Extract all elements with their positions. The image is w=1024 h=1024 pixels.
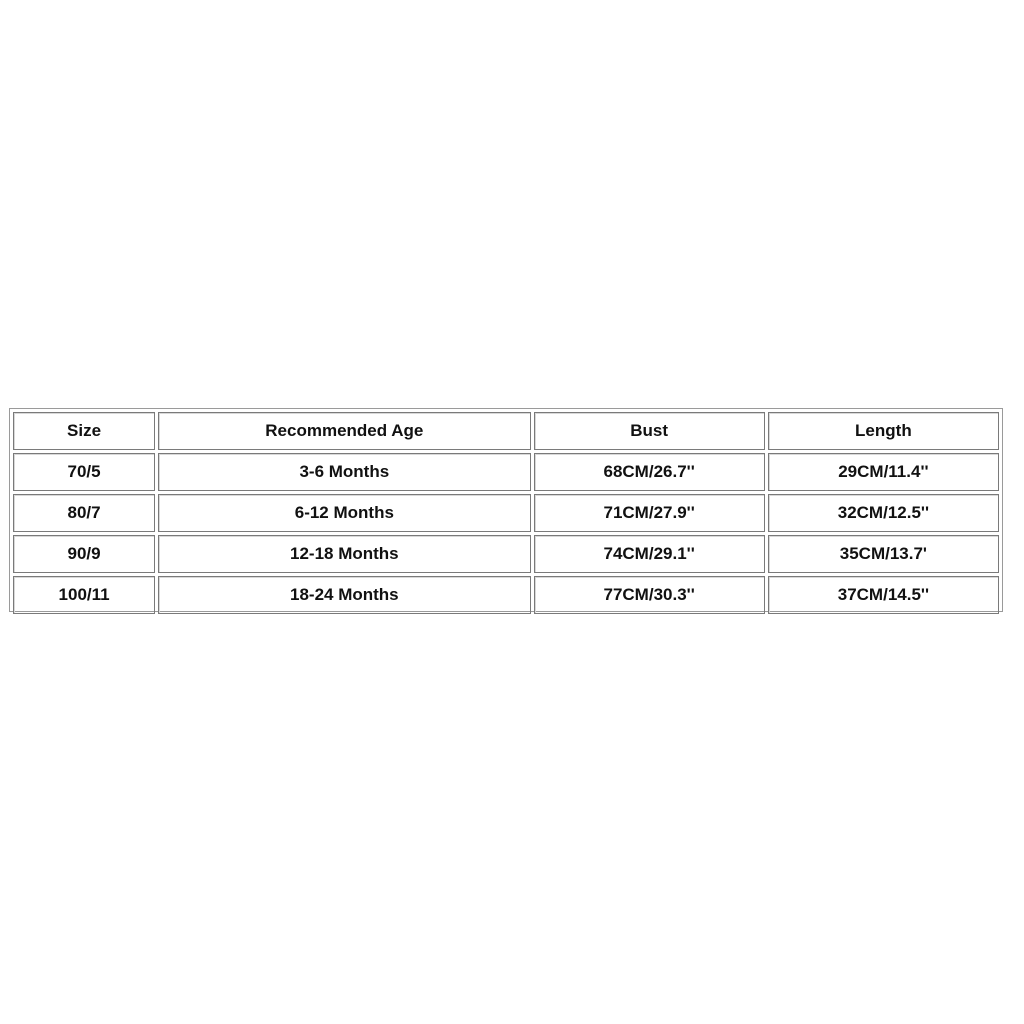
cell-bust: 74CM/29.1'' bbox=[534, 535, 765, 573]
cell-size: 90/9 bbox=[13, 535, 155, 573]
cell-recommended-age: 3-6 Months bbox=[158, 453, 530, 491]
table-row bbox=[13, 453, 999, 491]
cell-length: 37CM/14.5'' bbox=[768, 576, 999, 614]
cell-recommended-age: 6-12 Months bbox=[158, 494, 530, 532]
cell-bust: 71CM/27.9'' bbox=[534, 494, 765, 532]
size-chart bbox=[9, 408, 1003, 612]
table-row bbox=[13, 494, 999, 532]
table-row bbox=[13, 576, 999, 614]
cell-size: 70/5 bbox=[13, 453, 155, 491]
cell-recommended-age: 18-24 Months bbox=[158, 576, 530, 614]
cell-length: 29CM/11.4'' bbox=[768, 453, 999, 491]
cell-bust: 77CM/30.3'' bbox=[534, 576, 765, 614]
header-size: Size bbox=[13, 412, 155, 450]
header-recommended-age: Recommended Age bbox=[158, 412, 530, 450]
cell-size: 80/7 bbox=[13, 494, 155, 532]
cell-recommended-age: 12-18 Months bbox=[158, 535, 530, 573]
size-table bbox=[10, 409, 1002, 617]
cell-length: 35CM/13.7' bbox=[768, 535, 999, 573]
table-header-row bbox=[13, 412, 999, 450]
header-length: Length bbox=[768, 412, 999, 450]
table-row bbox=[13, 535, 999, 573]
cell-bust: 68CM/26.7'' bbox=[534, 453, 765, 491]
cell-size: 100/11 bbox=[13, 576, 155, 614]
header-bust: Bust bbox=[534, 412, 765, 450]
cell-length: 32CM/12.5'' bbox=[768, 494, 999, 532]
